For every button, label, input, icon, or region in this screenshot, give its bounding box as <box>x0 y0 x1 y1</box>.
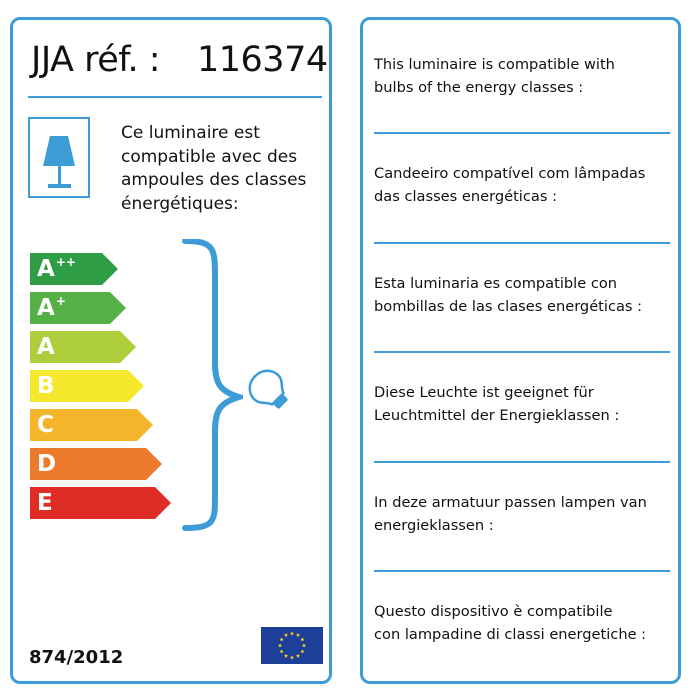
curly-brace-icon <box>173 239 243 531</box>
energy-class-letter: A <box>37 334 55 360</box>
translation-line: con lampadine di classi energetiche : <box>374 626 647 643</box>
section-divider <box>374 242 670 244</box>
translation-pt <box>374 162 674 208</box>
translation-es <box>374 272 674 318</box>
energy-class-label <box>37 331 55 363</box>
section-divider <box>374 351 670 353</box>
section-divider <box>374 132 670 134</box>
translation-en <box>374 53 674 99</box>
energy-class-letter: A <box>37 256 55 282</box>
energy-class-arrow <box>30 448 162 480</box>
energy-class-arrow <box>30 331 136 363</box>
energy-class-letter: C <box>37 412 54 438</box>
translation-line: Esta luminaria es compatible con <box>374 275 618 292</box>
energy-class-label <box>37 409 54 441</box>
translation-line: energieklassen : <box>374 517 494 534</box>
translation-line: das classes energéticas : <box>374 188 557 205</box>
section-divider <box>374 570 670 572</box>
translation-line: Candeeiro compatível com lâmpadas <box>374 165 646 182</box>
table-lamp-icon <box>28 117 90 198</box>
translation-line: bulbs of the energy classes : <box>374 79 584 96</box>
energy-class-letter: A <box>37 295 55 321</box>
regulation-number: 874/2012 <box>29 647 124 668</box>
left-panel <box>10 17 332 684</box>
translation-it <box>374 600 674 646</box>
section-divider <box>374 461 670 463</box>
energy-class-letter: E <box>37 490 53 516</box>
translation-line: Questo dispositivo è compatibile <box>374 603 613 620</box>
energy-class-arrow <box>30 409 153 441</box>
energy-class-arrow <box>30 487 171 519</box>
light-bulb-icon <box>247 368 293 414</box>
intro-text: Ce luminaire est compatible avec des ampoules des classes énergétiques: <box>121 123 307 214</box>
energy-class-superscript: ++ <box>55 255 76 269</box>
translation-line: This luminaire is compatible with <box>374 56 615 73</box>
reference-prefix: JJA réf. : <box>31 40 161 80</box>
energy-class-arrow <box>30 370 144 402</box>
translation-line: Diese Leuchte ist geeignet für <box>374 384 594 401</box>
translation-de <box>374 381 674 427</box>
energy-class-superscript: + <box>55 294 66 308</box>
energy-class-label <box>37 370 55 402</box>
right-panel <box>360 17 681 684</box>
translation-line: In deze armatuur passen lampen van <box>374 494 647 511</box>
energy-class-label <box>37 292 66 324</box>
title-divider <box>28 96 322 98</box>
translation-line: Leuchtmittel der Energieklassen : <box>374 407 620 424</box>
energy-class-letter: D <box>37 451 57 477</box>
energy-class-label <box>37 253 76 285</box>
translation-line: bombillas de las clases energéticas : <box>374 298 643 315</box>
energy-class-arrow <box>30 292 126 324</box>
eu-flag-icon <box>261 627 323 664</box>
energy-class-label <box>37 487 53 519</box>
reference-title <box>31 40 328 80</box>
reference-number: 116374 <box>197 40 328 80</box>
energy-class-letter: B <box>37 373 55 399</box>
energy-class-arrow <box>30 253 118 285</box>
translation-nl <box>374 491 674 537</box>
energy-class-label <box>37 448 56 480</box>
